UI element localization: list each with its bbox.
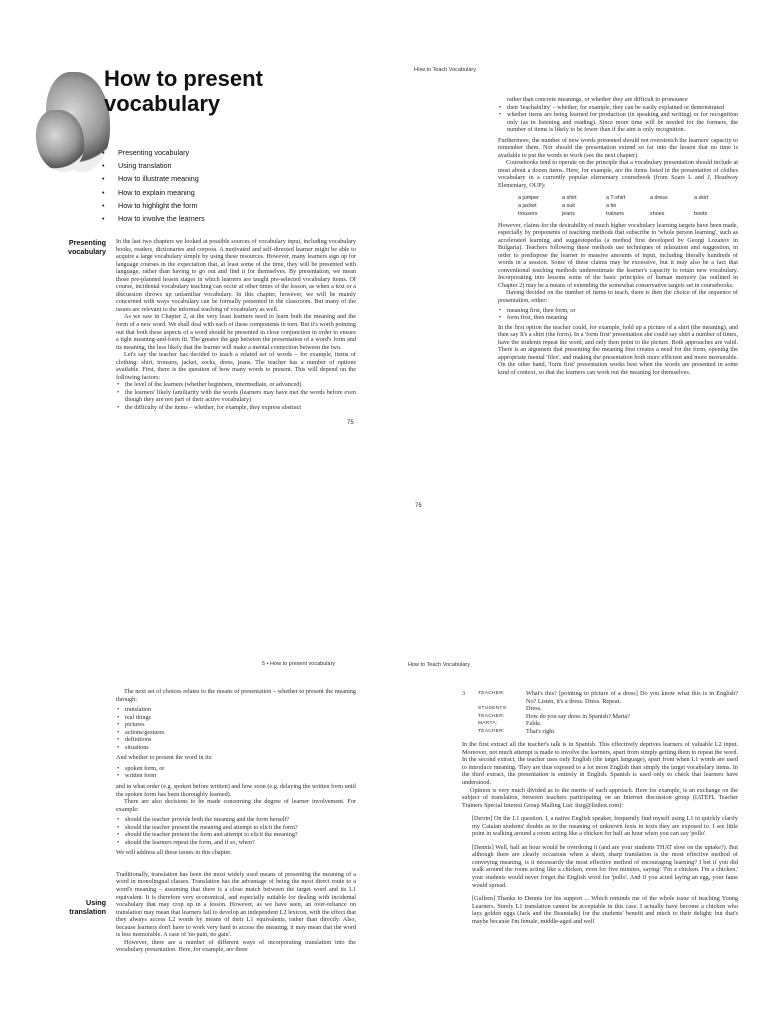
- toc-item: • How to involve the learners: [118, 212, 205, 225]
- quote-dennis: [Dennis] Well, half an hour would be overdoing it (and are your students THAT slow on the uptake?). But although there are clearly occasions when a short, sharp translation is the most effective method of conveying meaning, is it necessarily the most effective method of encouraging learning? I bet if you did walk around the room acting like a chicken, even for five minutes, saying: 'I'm a chicken. I'm a chicken.' your students would never forget the English word for 'pollo'. And if you acted laying an egg, your fame would spread.: [472, 843, 738, 889]
- paragraph: And whether to present the word in its:: [116, 754, 213, 762]
- paragraph: Traditionally, translation has been the most widely used means of presenting the meaning of a word in monolingual classes. Translation has the advantage of being the most direct route to a word's meaning – assuming that there is a close match between the target word and its L1 equivalent. It is therefore very economical, and especially suitable for dealing with incidental vocabulary that may crop up in a lesson. However, as we have seen, an over-reliance on translation may mean that learners fail to develop an independent L2 lexicon, with the effect that they always access L2 words by means of their L1 equivalents, rather than directly. Also, because learners don't have to work very hard to access the meaning, it may mean that the word is less memorable. A case of 'no pain, no gain'.: [116, 870, 356, 939]
- side-heading-line: translation: [69, 907, 106, 916]
- speaker: TEACHER:: [478, 713, 505, 719]
- word-item: [694, 202, 738, 210]
- paragraph: As we saw in Chapter 2, at the very least learners need to learn both the meaning and the form of a new word. We shall deal with each of these components in turn. But it's worth pointing out that both these aspects of a word should be presented in close conjunction in order to ensure a tight meaning-and-form fit. The greater the gap between the presentation of a word's form and its meaning, the less likely that the learner will make a mental connection between the two.: [116, 313, 356, 351]
- toc-item: • How to illustrate meaning: [118, 172, 205, 185]
- list-item: • whether items are being learned for production (in speaking and writing) or for recognition only (as in listening and reading). Since more time will be needed for the formers, the number of items is likely to be fewer than if the aim is only recognition.: [507, 111, 738, 134]
- list-item: • real things: [125, 714, 356, 722]
- word-item: [650, 202, 694, 210]
- page-77-body: [116, 688, 356, 954]
- toc-item: • How to explain meaning: [118, 186, 205, 199]
- chapter-title-line2: vocabulary: [104, 91, 221, 116]
- chapter-title: [104, 66, 263, 116]
- word-item: a jacket: [518, 202, 537, 209]
- list-item: • should the teacher present the meaning and attempt to elicit the form?: [125, 824, 356, 832]
- list-item: • spoken form, or: [125, 765, 356, 773]
- list-item: • situations: [125, 744, 356, 752]
- word-item: a shirt: [562, 194, 577, 201]
- toc-item: • How to highlight the form: [118, 199, 205, 212]
- paragraph: Furthermore, the number of new words presented should not overstretch the learners' capacity to remember them. Nor should the presentation extend so far into the lesson that no time is available to put the words to work (see the next chapter).: [498, 136, 738, 159]
- list-item: • should the teacher provide both the meaning and the form herself?: [125, 816, 356, 824]
- involvement-list: [116, 816, 356, 846]
- speaker: TEACHER:: [478, 728, 505, 734]
- word-item: boots: [694, 210, 708, 217]
- speaker: TEACHER:: [478, 691, 505, 696]
- word-item: trainers: [606, 210, 624, 217]
- page-number: 76: [415, 503, 422, 509]
- chapter-title-line1: How to present: [104, 66, 263, 91]
- word-item: a dress: [650, 194, 668, 201]
- list-item: • meaning first, then form, or: [507, 307, 738, 315]
- side-heading-line: Using: [86, 898, 106, 907]
- list-item: • pictures: [125, 721, 356, 729]
- list-item: • translation: [125, 706, 356, 714]
- toc-item: • Using translation: [118, 159, 205, 172]
- page-77: [0, 512, 384, 1024]
- word-item: trousers: [518, 210, 538, 217]
- paragraph: Let's say the teacher has decided to teach a related set of words – for example, items of clothing: shirt, trousers, jacket, socks, dress, jeans. The teacher has a number of options available. First, there is the question of how many words to present. This will depend on the following factors:: [116, 351, 356, 381]
- paragraph: and in what order (e.g. spoken before written) and how soon (e.g. delaying the written form until the spoken form has been thoroughly learned).: [116, 783, 356, 798]
- page-76-body: [498, 96, 738, 377]
- word-item: a tie: [606, 202, 617, 209]
- paragraph: We will address all these issues in this chapter.: [116, 849, 232, 857]
- clothes-word-list: [518, 194, 738, 218]
- factor-list: [116, 381, 356, 411]
- list-item: • actions/gestures: [125, 729, 356, 737]
- paragraph: Having decided on the number of items to teach, there is then the choice of the sequence of presentation, either:: [498, 289, 738, 305]
- word-item: a skirt: [694, 194, 709, 201]
- paragraph: In the last two chapters we looked at possible sources of vocabulary input, including vocabulary books, readers, dictionaries and corpora. A motivated and self-directed learner might be able to acquire a large vocabulary simply by using these resources. However, many learners sign up for language courses in the expectation that, at least some of the time, they will be presented with language, rather than having to go out and find it for themselves. By presentation, we mean those pre-planned lesson stages in which learners are taught pre-selected vocabulary items. Of course, incidental vocabulary teaching can occur at other times of the lesson, as when a text or a discussion throws up unfamiliar vocabulary. In this chapter, however, we will be mainly concerned with ways vocabulary can be formally presented in the classroom. But many of the issues are relevant to the informal teaching of vocabulary as well.: [116, 238, 356, 313]
- speaker: MARTA:: [478, 721, 498, 727]
- side-heading-using-translation: [16, 898, 106, 916]
- paragraph: In the first option the teacher could, for example, hold up a picture of a shirt (the meaning), and then say It's a shirt (the form). In a 'form first' presentation she could say shirt a number of times, have the students repeat the word, and only then point to the picture. Both approaches are valid. There is an argument that presenting the meaning first creates a need for the form, opening the appropriate mental 'files', and making the presentation both more efficient and more memorable. On the other hand, 'form first' presentation works best when the words are presented in some kind of context, so that the learners can work out the meaning for themselves.: [498, 323, 738, 376]
- forms-list: [116, 765, 356, 780]
- paragraph: rather than concrete meanings, or whether they are difficult to pronounce: [507, 96, 688, 103]
- paragraph: However, there are a number of different ways of incorporating translation into the vocabulary presentation. Here, for example, are three: [116, 938, 356, 954]
- toc-item: • Presenting vocabulary: [118, 146, 205, 159]
- side-heading-line: Presenting: [68, 238, 106, 247]
- dialogue: [478, 690, 738, 735]
- running-head: 5 • How to present vocabulary: [262, 661, 336, 667]
- running-head: How to Teach Vocabulary: [414, 67, 476, 73]
- running-head: How to Teach Vocabulary: [408, 662, 470, 668]
- dialogue-line: What's this? [pointing to picture of a dress] Do you know what this is in English? No? Listen, it's a dress. Dress. Repeat.: [526, 690, 738, 705]
- list-item: • should the learners repeat the form, and if so, when?: [125, 839, 356, 847]
- page-75: [0, 0, 384, 512]
- sequence-list: [498, 307, 738, 322]
- page-78: [384, 512, 768, 1024]
- list-item: • form first, then meaning: [507, 314, 738, 322]
- list-item: • written form: [125, 772, 356, 780]
- quote-derrin: [Derrin] On the L1 question. I, a native English speaker, frequently find myself using L1 to quickly clarify my Catalan students' doubts as to the meaning of unknown lexis in texts they are exposed to. I see little point in walking around a room acting like a chicken for half an hour when you can say 'pollo'.: [472, 815, 738, 838]
- dialogue-line: How do you say dress in Spanish? Marta?: [526, 712, 630, 720]
- word-item: a suit: [562, 202, 575, 209]
- chapter-contents: [118, 146, 205, 225]
- paragraph: In the first extract all the teacher's talk is in Spanish. This effectively deprives learners of valuable L2 input. Moreover, not much attempt is made to involve the learners, apart from simply getting them to repeat the word. In the second extract, the teacher uses only English (the target language), apart from when L1 words are used to introduce meaning. They are thus exposed to a lot more English than simply the target vocabulary items. In the third extract, the presentation is entirely in English. Spanish is used only to check that learners have understood.: [462, 741, 738, 787]
- dialogue-line: Falda.: [526, 720, 542, 728]
- dialogue-line: That's right.: [526, 727, 556, 735]
- paragraph: However, claims for the desirability of much higher vocabulary learning targets have been made, especially by proponents of teaching methods that subscribe to 'whole person learning', such as accelerated learning and suggestopedia (a method first developed by Georgi Lozanov in Bulgaria). Teachers following these methods use techniques of relaxation and suggestion, in order to predispose the learner to massive amounts of input, including literally hundreds of words in a session. Some of these claims may be excessive, but it may also be a fact that conventional teaching methods underestimate the learner's capacity to retain new vocabulary. Incorporating into lessons some of the basic principles of human memory (as outlined in Chapter 2) may be a means of extending the somewhat conservative targets set in coursebooks.: [498, 221, 739, 289]
- list-item: • their 'teachability' – whether, for example, they can be easily explained or demonstrated: [507, 104, 738, 112]
- page-78-body: [462, 690, 738, 925]
- chapter-number-graphic-lower: [36, 110, 84, 172]
- word-item: a jumper: [518, 194, 539, 201]
- paragraph: Opinion is very much divided as to the merits of each approach. Here for example, is an exchange on the subject of translation, between teachers participating on an Internet discussion group (IATEFL Teacher Trainers Special Interest Group Mailing List: ttsig@listbot.com):: [462, 786, 738, 809]
- means-list: [116, 706, 356, 751]
- list-item: • should the teacher present the form and attempt to elicit the meaning?: [125, 831, 356, 839]
- paragraph: Coursebooks tend to operate on the principle that a vocabulary presentation should include at most about a dozen items. Here, for example, are the items listed in the presentation of clothes vocabulary in a currently popular elementary coursebook (from Soars L and J, Headway Elementary, OUP):: [498, 159, 738, 190]
- speaker: STUDENTS:: [478, 706, 508, 712]
- side-heading-line: vocabulary: [68, 247, 106, 256]
- factor-list-cont: [498, 104, 738, 134]
- list-item: • definitions: [125, 736, 356, 744]
- paragraph: There are also decisions to be made concerning the degree of learner involvement. For example:: [116, 798, 356, 813]
- dialogue-line: Dress.: [526, 705, 542, 713]
- extract-3: [462, 690, 738, 735]
- word-item: shoes: [650, 210, 665, 217]
- word-item: a T-shirt: [606, 194, 626, 201]
- word-item: jeans: [562, 210, 575, 217]
- list-item: • the learners' likely familiarity with the words (learners may have met the words before even though they are not part of their active vocabulary): [125, 389, 356, 404]
- list-item: • the difficulty of the items – whether, for example, they express abstract: [125, 404, 356, 412]
- list-item: • the level of the learners (whether beginners, intermediate, or advanced): [125, 381, 356, 389]
- page-75-body: [116, 238, 356, 412]
- quote-gulfem: [Gulfem] Thanks to Dennis for his support ... Which reminds me of the whole issue of teaching Young Learners. Surely L1 translation cannot be acceptable in this case. I actually have become a chicken who lays golden eggs (Jack and the Beanstalk) for the students' benefit and much to their delight: but that's maybe because I'm female, middle-aged and well: [472, 895, 738, 925]
- page-number: 75: [347, 420, 354, 426]
- page-76: [384, 0, 768, 512]
- paragraph: The next set of choices relates to the means of presentation – whether to present the meaning through:: [116, 688, 356, 703]
- side-heading-presenting-vocabulary: [16, 238, 106, 256]
- extract-number: 3: [462, 690, 466, 697]
